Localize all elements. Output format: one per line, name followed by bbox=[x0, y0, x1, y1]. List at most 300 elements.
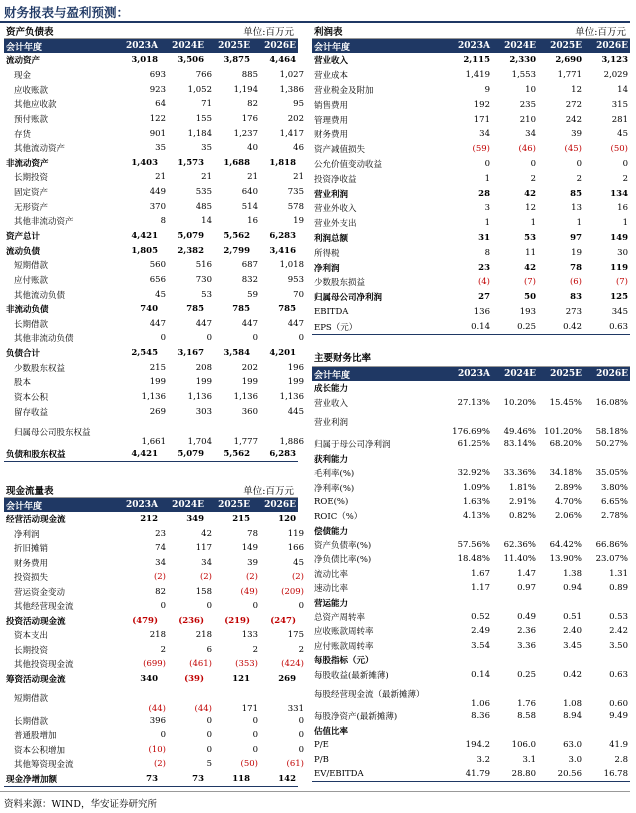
cell-value: 199 bbox=[195, 377, 212, 388]
cell-value: 74 bbox=[155, 543, 166, 554]
table-row bbox=[312, 171, 630, 186]
table-row bbox=[312, 466, 630, 480]
table-row bbox=[4, 570, 304, 585]
table-row bbox=[4, 53, 298, 68]
cell-value: 117 bbox=[195, 543, 212, 554]
table-row bbox=[312, 245, 630, 260]
header-year: 2023A bbox=[457, 41, 490, 51]
cell-value: 273 bbox=[565, 306, 582, 317]
row-label: 普通股增加 bbox=[14, 731, 57, 742]
cell-value: 1 bbox=[484, 218, 490, 229]
table-row bbox=[312, 552, 630, 566]
cell-value: (61) bbox=[286, 759, 304, 770]
table-row bbox=[312, 216, 630, 231]
cell-value: 8.58 bbox=[517, 711, 536, 722]
cell-value: 3,506 bbox=[177, 55, 204, 66]
balance-caption-title: 资产负债表 bbox=[6, 27, 54, 38]
cell-value: 0 bbox=[298, 601, 304, 612]
cell-value: 34 bbox=[479, 129, 490, 140]
cell-value: 71 bbox=[201, 99, 212, 110]
cell-value: 20.56 bbox=[557, 768, 582, 779]
table-row bbox=[4, 155, 298, 170]
row-label: 应收账款 bbox=[14, 85, 49, 96]
cell-value: 1,052 bbox=[187, 84, 212, 95]
cell-value: 535 bbox=[195, 187, 212, 198]
cell-value: 149 bbox=[241, 543, 258, 554]
header-year: 2024E bbox=[504, 41, 536, 51]
cell-value: 21 bbox=[155, 172, 166, 183]
cell-value: 1,136 bbox=[279, 392, 304, 403]
table-row bbox=[312, 437, 630, 451]
cashflow-caption bbox=[4, 481, 298, 498]
row-label: 其他应收款 bbox=[14, 100, 57, 111]
row-label: 营业利润 bbox=[314, 189, 349, 200]
cell-value: 370 bbox=[149, 201, 166, 212]
cell-value: 693 bbox=[149, 69, 166, 80]
cell-value: 0.25 bbox=[517, 321, 536, 332]
cell-value: 33.36% bbox=[503, 468, 536, 479]
cash-flow-table bbox=[4, 481, 304, 787]
table-row bbox=[4, 757, 304, 772]
cell-value: 16.08% bbox=[595, 397, 628, 408]
cell-value: 0.42 bbox=[563, 669, 582, 680]
header-label: 会计年度 bbox=[314, 42, 351, 53]
cell-value: 1.63% bbox=[462, 496, 490, 507]
cell-value: 6,283 bbox=[269, 449, 296, 460]
cell-value: 119 bbox=[610, 262, 628, 273]
cell-value: (7) bbox=[523, 277, 536, 288]
table-row bbox=[4, 68, 304, 83]
row-label: 应收账款周转率 bbox=[314, 627, 374, 638]
cell-value: 15.45% bbox=[549, 397, 582, 408]
cell-value: 34 bbox=[155, 557, 166, 568]
cell-value: 64.42% bbox=[549, 540, 582, 551]
cell-value: 578 bbox=[287, 201, 304, 212]
cell-value: 0 bbox=[252, 601, 258, 612]
cell-value: 281 bbox=[611, 114, 628, 125]
table-row bbox=[312, 639, 630, 653]
cell-value: 78 bbox=[570, 262, 582, 273]
row-label: 净利润 bbox=[14, 529, 40, 540]
cell-value: 485 bbox=[195, 201, 212, 212]
balance-header-row bbox=[4, 39, 298, 53]
cell-value: 194.2 bbox=[465, 740, 490, 751]
cell-value: 5,079 bbox=[177, 449, 204, 460]
cell-value: (44) bbox=[194, 703, 212, 714]
cell-value: 235 bbox=[519, 99, 536, 110]
table-row bbox=[312, 509, 630, 523]
cell-value: (2) bbox=[153, 759, 166, 770]
cell-value: 16 bbox=[617, 203, 628, 214]
table-row bbox=[312, 523, 630, 537]
cell-value: 202 bbox=[241, 362, 258, 373]
cell-value: 12 bbox=[571, 84, 582, 95]
cell-value: 2,690 bbox=[555, 55, 582, 66]
row-label: 管理费用 bbox=[314, 115, 349, 126]
cell-value: 171 bbox=[241, 703, 258, 714]
row-label: 其他非流动资产 bbox=[14, 217, 74, 228]
cell-value: (59) bbox=[472, 144, 490, 155]
row-label: 营运能力 bbox=[314, 598, 349, 609]
row-label: 每股经营现金流（最新摊薄） bbox=[314, 690, 425, 701]
cell-value: 5,562 bbox=[223, 231, 250, 241]
cell-value: 23 bbox=[155, 528, 166, 539]
cell-value: 12 bbox=[525, 203, 536, 214]
cell-value: 4,464 bbox=[269, 55, 296, 66]
row-label: 每股收益(最新摊薄) bbox=[314, 670, 389, 681]
table-row bbox=[312, 581, 630, 595]
cell-value: 176 bbox=[241, 113, 258, 124]
cell-value: 1.47 bbox=[517, 568, 536, 579]
cell-value: 1,136 bbox=[141, 392, 166, 403]
header-label: 会计年度 bbox=[6, 42, 43, 53]
cell-value: 0.60 bbox=[609, 699, 628, 710]
row-label: 资产总计 bbox=[6, 232, 41, 242]
cell-value: (46) bbox=[518, 144, 536, 155]
cell-value: 21 bbox=[247, 172, 258, 183]
cell-value: 2 bbox=[160, 644, 166, 655]
row-label: 净利润 bbox=[314, 263, 340, 274]
table-row bbox=[312, 682, 630, 709]
cell-value: 1,419 bbox=[465, 70, 490, 81]
cell-value: 2.40 bbox=[563, 626, 582, 637]
cell-value: 0.89 bbox=[609, 583, 628, 594]
row-label: 留存收益 bbox=[14, 407, 49, 418]
cell-value: 125 bbox=[610, 292, 628, 303]
table-row bbox=[4, 599, 304, 614]
cell-value: 0 bbox=[206, 333, 212, 344]
cell-value: 785 bbox=[186, 304, 204, 315]
table-row bbox=[4, 643, 304, 658]
cell-value: 4.13% bbox=[462, 511, 490, 522]
cell-value: 82 bbox=[155, 586, 166, 597]
row-label: 股本 bbox=[14, 378, 32, 389]
cell-value: 175 bbox=[287, 630, 304, 641]
row-label: 毛利率(%) bbox=[314, 469, 355, 480]
table-row bbox=[312, 260, 630, 275]
cashflow-caption-title: 现金流量表 bbox=[6, 486, 54, 497]
source-rule bbox=[0, 791, 630, 792]
cell-value: 1.17 bbox=[471, 583, 490, 594]
ratios-header-row bbox=[312, 367, 630, 381]
cell-value: 13 bbox=[571, 203, 582, 214]
table-row bbox=[4, 243, 298, 258]
table-row bbox=[312, 395, 630, 409]
cell-value: 5,562 bbox=[223, 449, 250, 460]
cell-value: 42 bbox=[524, 262, 536, 273]
table-row bbox=[312, 767, 630, 782]
header-label: 会计年度 bbox=[314, 370, 351, 381]
row-label: 筹资活动现金流 bbox=[6, 674, 66, 685]
cell-value: 303 bbox=[195, 406, 212, 417]
cell-value: 0 bbox=[160, 333, 166, 344]
table-row bbox=[312, 231, 630, 246]
cell-value: 514 bbox=[241, 201, 258, 212]
table-row bbox=[4, 97, 304, 112]
cell-value: 242 bbox=[565, 114, 582, 125]
cell-value: (247) bbox=[270, 615, 296, 626]
row-label: 投资损失 bbox=[14, 573, 49, 584]
row-label: 其他经营现金流 bbox=[14, 602, 74, 613]
table-row bbox=[4, 170, 304, 185]
table-row bbox=[312, 305, 630, 320]
cell-value: 349 bbox=[186, 514, 204, 525]
row-label: 其他非流动负债 bbox=[14, 334, 74, 345]
row-label: 所得税 bbox=[314, 248, 340, 259]
table-row bbox=[312, 752, 630, 766]
cell-value: 766 bbox=[195, 69, 212, 80]
cell-value: 0 bbox=[252, 744, 258, 755]
cell-value: 3.80% bbox=[600, 482, 628, 493]
table-row bbox=[312, 653, 630, 667]
cell-value: 1,805 bbox=[131, 245, 158, 256]
table-row bbox=[4, 317, 304, 332]
cell-value: 210 bbox=[519, 114, 536, 125]
cell-value: 142 bbox=[278, 773, 296, 784]
cell-value: 16.78 bbox=[603, 768, 628, 779]
cell-value: 192 bbox=[473, 99, 490, 110]
cell-value: 445 bbox=[287, 406, 304, 417]
cell-value: 0 bbox=[484, 158, 490, 169]
cell-value: (461) bbox=[189, 659, 212, 670]
cell-value: 656 bbox=[149, 274, 166, 285]
cell-value: 0 bbox=[206, 601, 212, 612]
cell-value: 59 bbox=[247, 289, 258, 300]
cell-value: 45 bbox=[155, 289, 166, 300]
table-row bbox=[312, 201, 630, 216]
cell-value: 31 bbox=[478, 232, 490, 243]
cell-value: 0.14 bbox=[471, 321, 490, 332]
cell-value: 202 bbox=[287, 113, 304, 124]
cell-value: 331 bbox=[287, 703, 304, 714]
cell-value: 2,029 bbox=[603, 70, 628, 81]
row-label: 总资产周转率 bbox=[314, 613, 366, 624]
header-year: 2025E bbox=[550, 41, 582, 51]
cell-value: 2 bbox=[622, 173, 628, 184]
row-label: 净利率(%) bbox=[314, 483, 355, 494]
table-row bbox=[312, 97, 630, 112]
table-row bbox=[4, 714, 304, 729]
cell-value: (45) bbox=[564, 144, 582, 155]
cell-value: 0.97 bbox=[517, 583, 536, 594]
header-year: 2025E bbox=[218, 500, 250, 510]
cell-value: 61.25% bbox=[457, 439, 490, 450]
table-row bbox=[4, 728, 304, 743]
cell-value: (44) bbox=[148, 703, 166, 714]
cell-value: 73 bbox=[192, 773, 204, 784]
cell-value: 9.49 bbox=[609, 711, 628, 722]
row-label: 短期借款 bbox=[14, 694, 49, 705]
cell-value: 396 bbox=[149, 715, 166, 726]
cell-value: 39 bbox=[247, 557, 258, 568]
table-row bbox=[4, 556, 304, 571]
cell-value: 1,403 bbox=[131, 157, 158, 168]
cell-value: 14 bbox=[617, 84, 628, 95]
cell-value: (219) bbox=[224, 615, 250, 626]
cell-value: 23.07% bbox=[595, 554, 628, 565]
table-row bbox=[4, 199, 304, 214]
cell-value: 57.56% bbox=[457, 540, 490, 551]
row-label: 预付账款 bbox=[14, 114, 49, 125]
cell-value: 2,330 bbox=[509, 55, 536, 66]
table-row bbox=[312, 738, 630, 752]
header-year: 2024E bbox=[504, 369, 536, 379]
cell-value: (49) bbox=[240, 586, 258, 597]
cell-value: 0.49 bbox=[517, 612, 536, 623]
cell-value: 4,421 bbox=[131, 449, 158, 460]
row-label: 每股指标（元） bbox=[314, 656, 374, 667]
cell-value: (50) bbox=[610, 144, 628, 155]
cell-value: 0 bbox=[298, 744, 304, 755]
table-row bbox=[4, 743, 304, 758]
cell-value: 3.54 bbox=[471, 640, 490, 651]
header-year: 2024E bbox=[172, 500, 204, 510]
cell-value: 0 bbox=[206, 715, 212, 726]
row-label: 营业收入 bbox=[314, 56, 349, 67]
cell-value: 1,027 bbox=[279, 69, 304, 80]
cell-value: 62.36% bbox=[503, 540, 536, 551]
header-label: 会计年度 bbox=[6, 501, 43, 512]
row-label: 成长能力 bbox=[314, 384, 349, 395]
cell-value: 2.49 bbox=[471, 626, 490, 637]
table-row bbox=[312, 595, 630, 609]
cell-value: 2 bbox=[576, 173, 582, 184]
table-row bbox=[312, 68, 630, 83]
cell-value: 16 bbox=[247, 216, 258, 227]
cell-value: 66.86% bbox=[595, 540, 628, 551]
cell-value: 447 bbox=[149, 318, 166, 329]
cell-value: 1,184 bbox=[187, 128, 212, 139]
cell-value: (209) bbox=[281, 586, 304, 597]
row-label: 长期借款 bbox=[14, 319, 49, 330]
row-label: 净负债比率(%) bbox=[314, 555, 372, 566]
cell-value: 0 bbox=[252, 333, 258, 344]
cell-value: 136 bbox=[473, 306, 490, 317]
cell-value: 1,417 bbox=[279, 128, 304, 139]
cell-value: 2,382 bbox=[177, 245, 204, 256]
table-row bbox=[312, 275, 630, 290]
cell-value: 41.9 bbox=[609, 740, 628, 751]
row-label: 每股净资产(最新摊薄) bbox=[314, 712, 398, 723]
row-label: 归属母公司净利润 bbox=[314, 293, 383, 304]
cell-value: 1,886 bbox=[279, 436, 304, 447]
cell-value: 35 bbox=[155, 143, 166, 154]
cell-value: 64 bbox=[155, 99, 166, 110]
cell-value: 46 bbox=[293, 143, 304, 154]
cell-value: 0 bbox=[160, 601, 166, 612]
financial-ratios-table bbox=[312, 348, 630, 782]
table-row bbox=[4, 447, 298, 463]
cell-value: 1.31 bbox=[609, 568, 628, 579]
table-row bbox=[4, 302, 298, 317]
row-label: 营业税金及附加 bbox=[314, 85, 374, 96]
header-year: 2023A bbox=[125, 41, 158, 51]
table-row bbox=[4, 112, 304, 127]
cell-value: 1,771 bbox=[557, 70, 582, 81]
cell-value: 73 bbox=[146, 773, 158, 784]
cell-value: (7) bbox=[615, 277, 628, 288]
cell-value: 35 bbox=[201, 143, 212, 154]
table-row bbox=[312, 157, 630, 172]
cell-value: 0.52 bbox=[471, 612, 490, 623]
cell-value: 133 bbox=[241, 630, 258, 641]
cell-value: 41.79 bbox=[465, 768, 490, 779]
table-row bbox=[312, 381, 630, 395]
row-label: 获利能力 bbox=[314, 454, 349, 465]
row-label: 长期投资 bbox=[14, 173, 49, 184]
table-row bbox=[4, 672, 298, 687]
cell-value: 3,875 bbox=[223, 55, 250, 66]
cell-value: 28.80 bbox=[511, 768, 536, 779]
cell-value: 447 bbox=[287, 318, 304, 329]
row-label: 其他投资现金流 bbox=[14, 660, 74, 671]
cell-value: 4,201 bbox=[269, 348, 296, 359]
cell-value: 28 bbox=[478, 188, 490, 199]
cell-value: 21 bbox=[293, 172, 304, 183]
row-label: 现金 bbox=[14, 70, 32, 81]
table-row bbox=[312, 127, 630, 142]
table-row bbox=[4, 686, 304, 714]
cell-value: 3 bbox=[484, 203, 490, 214]
table-row bbox=[312, 567, 630, 581]
cell-value: 21 bbox=[201, 172, 212, 183]
row-label: 应付账款 bbox=[14, 275, 49, 286]
cell-value: 199 bbox=[241, 377, 258, 388]
cell-value: 53 bbox=[201, 289, 212, 300]
header-year: 2023A bbox=[125, 500, 158, 510]
cell-value: 3,584 bbox=[223, 348, 250, 359]
row-label: P/E bbox=[314, 740, 329, 751]
row-label: EV/EBITDA bbox=[314, 768, 364, 779]
cell-value: 50 bbox=[524, 292, 536, 303]
cell-value: 2.8 bbox=[614, 754, 628, 765]
cell-value: 78 bbox=[247, 528, 258, 539]
cell-value: 4.70% bbox=[554, 496, 582, 507]
cell-value: 953 bbox=[287, 274, 304, 285]
cell-value: 2.91% bbox=[508, 496, 536, 507]
cell-value: 3.0 bbox=[568, 754, 582, 765]
cell-value: 1,386 bbox=[279, 84, 304, 95]
cell-value: 0.94 bbox=[563, 583, 582, 594]
cell-value: 176.69% bbox=[452, 427, 490, 438]
cell-value: 1 bbox=[484, 173, 490, 184]
cell-value: 901 bbox=[149, 128, 166, 139]
cell-value: 30 bbox=[617, 247, 628, 258]
row-label: 少数股东权益 bbox=[14, 363, 66, 374]
cell-value: 0 bbox=[206, 744, 212, 755]
cell-value: 2 bbox=[298, 644, 304, 655]
row-label: 流动负债 bbox=[6, 246, 41, 257]
cell-value: 53 bbox=[524, 232, 536, 243]
header-year: 2026E bbox=[596, 369, 628, 379]
cell-value: 8.36 bbox=[471, 711, 490, 722]
cell-value: 193 bbox=[519, 306, 536, 317]
table-row bbox=[312, 538, 630, 552]
cell-value: 171 bbox=[473, 114, 490, 125]
cell-value: 3,123 bbox=[601, 55, 628, 66]
cell-value: 134 bbox=[610, 188, 628, 199]
cell-value: 2,799 bbox=[223, 245, 250, 256]
cell-value: 8 bbox=[160, 216, 166, 227]
cell-value: 6,283 bbox=[269, 231, 296, 241]
row-label: 固定资产 bbox=[14, 188, 49, 199]
cell-value: 449 bbox=[149, 187, 166, 198]
cell-value: 34 bbox=[201, 557, 212, 568]
cell-value: 1,136 bbox=[187, 392, 212, 403]
cell-value: 13.90% bbox=[549, 554, 582, 565]
cell-value: 1.67 bbox=[471, 568, 490, 579]
cell-value: 447 bbox=[241, 318, 258, 329]
